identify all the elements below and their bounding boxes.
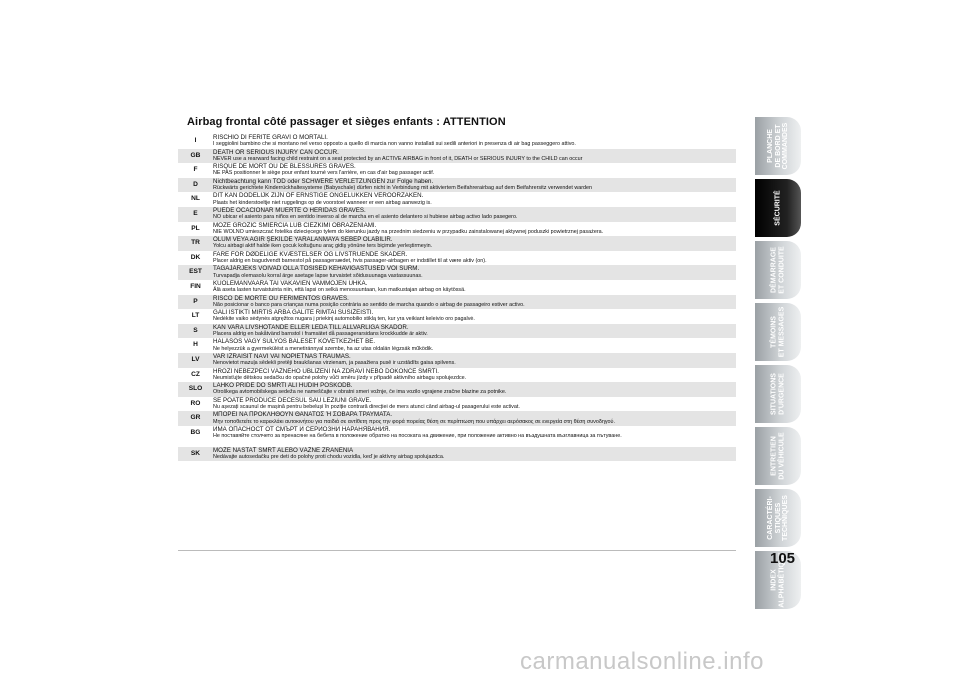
warning-row-fin bbox=[178, 280, 736, 295]
page-title: Airbag frontal côté passager et sièges enfants : ATTENTION bbox=[187, 116, 506, 128]
warning-row-nl bbox=[178, 192, 736, 207]
warning-body: Μην τοποθετείτε το καρεκλάκι αυτοκινήτου για παιδιά σε αντίθετη προς την φορά πορείας θέση σε περίπτωση που υπάρχει αερόσακος σε ενεργεία στη θέση συνοδηγού. bbox=[213, 418, 615, 425]
warning-heading: KUOLEMANVAARA TAI VAKAVIEN VAMMOJEN UHKA. bbox=[213, 279, 368, 287]
language-code: P bbox=[178, 295, 213, 310]
warning-row-e bbox=[178, 207, 736, 222]
language-code: RO bbox=[190, 399, 201, 407]
warning-body: Placer aldrig en bagudvendt barnestol på passagersædet, hvis passager-airbagen er indstillet til at være aktiv (on). bbox=[213, 258, 487, 265]
language-code: LV bbox=[178, 353, 213, 368]
section-tab-6[interactable] bbox=[755, 427, 801, 485]
warning-text-cell bbox=[213, 149, 736, 164]
warning-body: I seggiolini bambino che si montano nel verso opposto a quello di marcia non vanno installati sui sedili anteriori in presenza di air bag passeggero attivo. bbox=[213, 141, 576, 148]
warning-text-cell bbox=[213, 251, 736, 266]
warning-text-cell bbox=[213, 382, 736, 397]
warning-row-lt bbox=[178, 309, 736, 324]
warning-heading: ИМА ОПАСНОСТ ОТ СМЪРТ И СЕРИОЗНИ НАРАНЯВАНИЯ. bbox=[213, 425, 391, 433]
language-code: EST bbox=[178, 265, 213, 280]
warning-text-cell bbox=[213, 338, 736, 353]
warning-heading: RISCHIO DI FERITE GRAVI O MORTALI. bbox=[213, 134, 328, 141]
warning-text-cell bbox=[213, 295, 736, 310]
section-tabs bbox=[755, 117, 801, 613]
watermark-text: carmanualsonline.info bbox=[520, 648, 764, 675]
warning-body: Rückwärts gerichtete Kinderrückhaltesysteme (Babyschale) dürfen nicht in Verbindung mit aktiviertem Beifahrerairbag auf dem Beifahrersitz verwendet warden bbox=[213, 185, 593, 192]
warning-body: NE PAS positionner le siège pour enfant tourné vers l'arrière, en cas d'air bag passager actif. bbox=[213, 170, 435, 177]
warning-body: Otroškega avtomobilskega sedeža ne nameščajte v obratni smeri vožnje, če ima vozilo vgrajene zračne blazine za potnike. bbox=[213, 389, 507, 396]
warning-row-gr bbox=[178, 411, 736, 426]
warning-text-cell bbox=[213, 368, 736, 383]
section-tab-7[interactable] bbox=[755, 489, 801, 547]
warning-body: Nu așezați scaunul de mașină pentru bebeluși în poziție contrară direcției de mers atunci când airbag-ul pasagerului este activat. bbox=[213, 403, 520, 410]
warning-body: Nedėkite vaiko sėdynės atgręžtos nugara į priekinį automobilio stiklą ten, kur yra veikiant keleivio oro pagalvė. bbox=[213, 316, 475, 323]
warning-body: Yolcu airbagi aktif halde iken çocuk koltuğunu araç gidiş yönüne ters biçimde yerleştirmeyin. bbox=[213, 243, 433, 250]
language-code: LT bbox=[191, 312, 200, 320]
warning-text-cell bbox=[213, 163, 736, 178]
warning-row-f bbox=[178, 163, 736, 178]
language-code: H bbox=[193, 341, 198, 349]
warning-text-cell bbox=[213, 447, 736, 462]
tab-label: PLANCHE DE BORD ET COMMANDES bbox=[766, 122, 789, 170]
language-code: NL bbox=[191, 195, 200, 203]
warning-row-lv bbox=[178, 353, 736, 368]
tab-label: DÉMARRAGE ET CONDUITE bbox=[770, 246, 785, 294]
warning-body: NEVER use a rearward facing child restraint on a seat protected by an ACTIVE AIRBAG in front of it, DEATH or SERIOUS INJURY to the CHILD can occur bbox=[213, 155, 583, 162]
language-code: GR bbox=[178, 411, 213, 426]
language-code: BG bbox=[190, 428, 201, 436]
tab-label: TÉMOINS ET MESSAGES bbox=[770, 306, 785, 358]
tab-label: ENTRETIEN DU VÉHICULE bbox=[770, 432, 785, 480]
language-code: PL bbox=[191, 224, 200, 232]
warning-text-cell bbox=[213, 178, 736, 193]
warning-heading: ΜΠΟΡΕΙ ΝΑ ΠΡΟΚΛΗΘΟΥΝ ΘΑΝΑΤΟΣ Ή ΣΟΒΑΡΑ ΤΡΑΥΜΑΤΑ. bbox=[213, 411, 393, 419]
warning-text-cell bbox=[213, 192, 736, 207]
warning-row-p bbox=[178, 295, 736, 310]
section-tab-2[interactable] bbox=[755, 179, 801, 237]
page-number: 105 bbox=[770, 550, 796, 567]
warning-heading: TAGAJÄRJEKS VÕIVAD OLLA TÕSISED KEHAVIGASTUSED VÕI SURM. bbox=[213, 265, 420, 273]
warning-body: Não posicionar o banco para crianças numa posição contrária ao sentido de marcha quando o airbag de passageiro estiver activo. bbox=[213, 301, 525, 308]
section-tab-5[interactable] bbox=[755, 365, 801, 423]
warning-text-cell bbox=[213, 397, 736, 412]
warning-text-cell bbox=[213, 426, 736, 447]
warning-body: NIE WOLNO umieszczać fotelika dziecięcego tyłem do kierunku jazdy na przednim siedzeniu w przypadku zainstalowanej aktywnej poduszki powietrznej pasażera. bbox=[213, 228, 604, 235]
warning-heading: MOŻE GROZIĆ ŚMIERCIA LUB CIEŻKIMI OBRAŻENIAMI. bbox=[213, 221, 377, 229]
warning-text-cell bbox=[213, 280, 736, 295]
language-code: CZ bbox=[191, 370, 200, 378]
tab-label: SITUATIONS D'URGENCE bbox=[770, 373, 785, 415]
warning-heading: DIT KAN DODELIJK ZIJN OF ERNSTIGE ONGELUKKEN VEROORZAKEN. bbox=[213, 192, 424, 200]
warning-heading: VAR IZRAISĪT NĀVI VAI NOPIETNAS TRAUMAS. bbox=[213, 352, 351, 360]
warning-body: Plaats het kinderstoeltje niet ruggelings op de voorstoel wanneer er een airbag aanwezig is. bbox=[213, 199, 432, 206]
language-code: TR bbox=[178, 236, 213, 251]
warning-row-bg bbox=[178, 426, 736, 447]
tab-label: INDEX ALPHABÉTIQUE bbox=[770, 552, 785, 608]
warning-text-cell bbox=[213, 134, 736, 149]
warning-heading: HALÁSOS VAGY SÚLYOS BALESET KÖVETKEZHET BE. bbox=[213, 338, 376, 346]
warning-body: NO ubicar el asiento para niños en sentido inverso al de marcha en el asiento delantero si hubiese airbag activo lado pasegero. bbox=[213, 214, 518, 221]
warning-row-pl bbox=[178, 222, 736, 237]
warning-text-cell bbox=[213, 353, 736, 368]
warning-row-sk bbox=[178, 447, 736, 462]
warning-body: Placera aldrig en bakåtvänd barnstol i framsätet då passagerarsidans krockkudde är aktiv. bbox=[213, 331, 428, 338]
warning-heading: GALI IŠTIKTI MIRTIS ARBA GALITE RIMTAI SUSIŽEISTI. bbox=[213, 309, 374, 317]
language-code: I bbox=[194, 137, 197, 144]
warning-row-i bbox=[178, 134, 736, 149]
warning-body: Nenovietot mazuļa sēdekli pretēji braukšanas virzienam, ja pasažiera pusē ir uzstādīts gaisa spilvens. bbox=[213, 360, 456, 367]
warning-heading: SE POATE PRODUCE DECESUL SAU LEZIUNI GRAVE. bbox=[213, 396, 372, 404]
tab-label: SÉCURITÉ bbox=[774, 190, 782, 226]
table-bottom-rule bbox=[178, 550, 736, 551]
warning-text-cell bbox=[213, 265, 736, 280]
warning-heading: FARE FOR DØDELIGE KVÆSTELSER OG LIVSTRUENDE SKADER. bbox=[213, 250, 408, 258]
language-code: S bbox=[178, 324, 213, 339]
language-code: E bbox=[178, 207, 213, 222]
warning-heading: MÔŽE NASTAŤ SMRŤ ALEBO VÁŽNE ZRANENIA bbox=[213, 446, 354, 454]
warning-text-cell bbox=[213, 236, 736, 251]
warning-heading: RISQUE DE MORT OU DE BLESSURES GRAVES. bbox=[213, 163, 356, 171]
warning-row-cz bbox=[178, 368, 736, 383]
language-code: D bbox=[178, 178, 213, 193]
warning-heading: KAN VARA LIVSHOTANDE ELLER LEDA TILL ALLVARLIGA SKADOR. bbox=[213, 323, 409, 331]
warning-body: Turvapadja olemasolu korral ärge asetage lapse turvaistet sõidusuunaga vastassuunas. bbox=[213, 272, 423, 279]
warning-row-h bbox=[178, 338, 736, 353]
language-code: SK bbox=[178, 447, 213, 462]
language-code: GB bbox=[178, 149, 213, 164]
section-tab-3[interactable] bbox=[755, 241, 801, 299]
warning-body: Älä aseta lasten turvaistuinta niin, että lapsi on selkä menosuuntaan, kun matkustajan airbag on käytössä. bbox=[213, 287, 466, 294]
warning-text-cell bbox=[213, 309, 736, 324]
warning-heading: ÖLÜM VEYA AĞIR ŞEKİLDE YARALANMAYA SEBEP OLABİLİR. bbox=[213, 236, 393, 244]
warning-text-cell bbox=[213, 324, 736, 339]
section-tab-1[interactable] bbox=[755, 117, 801, 175]
language-code: F bbox=[193, 166, 198, 174]
warning-row-tr bbox=[178, 236, 736, 251]
warning-row-gb bbox=[178, 149, 736, 164]
warning-heading: Nichtbeachtung kann TOD oder SCHWERE VERLETZUNGEN zur Folge haben. bbox=[213, 177, 434, 185]
warning-heading: DEATH OR SERIOUS INJURY CAN OCCUR. bbox=[213, 148, 339, 156]
warning-heading: PUEDE OCACIONAR MUERTE O HERIDAS GRAVES. bbox=[213, 206, 366, 214]
language-code: FIN bbox=[190, 282, 201, 290]
warning-heading: RISCO DE MORTE OU FERIMENTOS GRAVES. bbox=[213, 294, 349, 302]
warning-row-slo bbox=[178, 382, 736, 397]
warning-row-d bbox=[178, 178, 736, 193]
warning-body: Neumisťujte dětskou sedačku do opačné polohy vůči směru jízdy v případě aktivního airbagu spolujezdce. bbox=[213, 374, 467, 381]
warning-table bbox=[178, 134, 736, 461]
warning-body: Не поставяйте столчето за пренасяне на бебета в положение обратно на посоката на движение, при положение активно на въздушната възглавница за пътуване. bbox=[213, 433, 622, 440]
warning-row-s bbox=[178, 324, 736, 339]
language-code: DK bbox=[190, 253, 201, 261]
warning-row-dk bbox=[178, 251, 736, 266]
warning-heading: HROZÍ NEBEZPEČÍ VÁŽNÉHO UBLÍŽENÍ NA ZDRAVÍ NEBO DOKONCE SMRTI. bbox=[213, 367, 439, 375]
warning-row-est bbox=[178, 265, 736, 280]
warning-text-cell bbox=[213, 411, 736, 426]
warning-heading: LAHKO PRIDE DO SMRTI ALI HUDIH POŠKODB. bbox=[213, 382, 353, 390]
warning-text-cell bbox=[213, 222, 736, 237]
warning-row-ro bbox=[178, 397, 736, 412]
tab-label: CARACTÉRI- STIQUES TECHNIQUES bbox=[766, 495, 789, 541]
warning-body: Nedávajte autosedačku pre deti do polohy proti chodu vozidla, keď je aktívny airbag spolujazdca. bbox=[213, 454, 445, 461]
language-code: SLO bbox=[178, 382, 213, 397]
warning-body: Ne helyezzük a gyermekülést a menetiránnyal szembe, ha az utas oldalán légzsák működik. bbox=[213, 345, 434, 352]
section-tab-4[interactable] bbox=[755, 303, 801, 361]
warning-text-cell bbox=[213, 207, 736, 222]
